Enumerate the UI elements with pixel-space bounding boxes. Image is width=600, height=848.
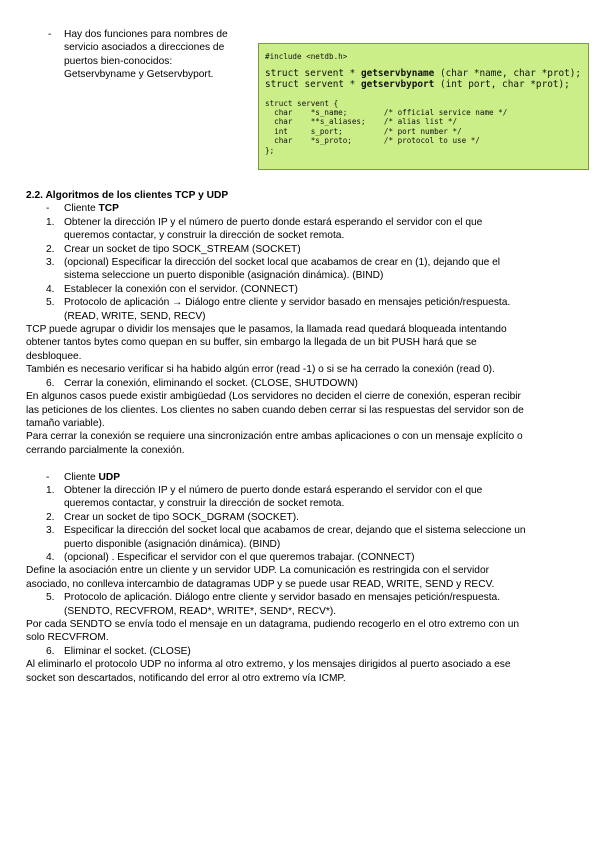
- intro-text: [64, 28, 254, 82]
- code-text: struct servent *: [265, 78, 361, 90]
- tcp-client-label: [26, 202, 576, 215]
- step-number: 6.: [46, 645, 55, 657]
- code-field: char *s_proto; /* protocol to use */: [265, 136, 480, 146]
- step-number: 5.: [46, 592, 55, 604]
- step-number: 4.: [46, 283, 55, 295]
- paragraph: socket son descartados, notificando del error al otro extremo vía ICMP.: [26, 672, 346, 684]
- code-field: int s_port; /* port number */: [265, 126, 462, 136]
- code-struct-close: };: [265, 145, 275, 155]
- udp-step-6: [26, 645, 576, 658]
- step-text: Protocolo de aplicación → Diálogo entre cliente y servidor basado en mensajes petición/respuesta.: [64, 297, 511, 309]
- section-heading: 2.2. Algoritmos de los clientes TCP y UDP: [26, 190, 229, 201]
- step-number: 4.: [46, 551, 55, 563]
- paragraph: Al eliminarlo el protocolo UDP no informa al otro extremo, y los mensajes dirigidos al puerto asociado a ese: [26, 659, 511, 671]
- step-text: (opcional) . Especificar el servidor con el que queremos trabajar. (CONNECT): [64, 551, 415, 563]
- intro-line: servicio asociados a direcciones de: [64, 42, 225, 54]
- label-text: Cliente: [64, 203, 99, 215]
- code-field: char *s_name; /* official service name */: [265, 107, 508, 117]
- code-function-name: getservbyport: [360, 78, 435, 90]
- list-item: [26, 511, 576, 524]
- step-text: Protocolo de aplicación. Diálogo entre cliente y servidor basado en mensajes petición/respuesta.: [64, 592, 501, 604]
- list-item: [26, 243, 576, 256]
- step-number: 3.: [46, 525, 55, 537]
- step-text: Cerrar la conexión, eliminando el socket. (CLOSE, SHUTDOWN): [64, 377, 358, 389]
- step-text: Establecer la conexión con el servidor. (CONNECT): [64, 283, 298, 295]
- label-protocol: UDP: [98, 471, 121, 483]
- paragraph: solo RECVFROM.: [26, 632, 109, 644]
- list-item: [26, 216, 576, 243]
- dash-marker: -: [46, 203, 50, 215]
- paragraph: obtener tantos bytes como quepan en su buffer, sin embargo la llegada de un bit PUSH hará que se: [26, 337, 477, 349]
- intro-line: puertos bien-conocidos:: [64, 55, 173, 67]
- step-text: Obtener la dirección IP y el número de puerto donde estará esperando el servidor con el que: [64, 484, 483, 496]
- step-text: queremos contactar, y construir la dirección de socket remota.: [64, 230, 345, 242]
- udp-step-5: [26, 591, 576, 618]
- code-text: struct servent *: [265, 68, 361, 80]
- code-getservbyport: [265, 80, 582, 91]
- udp-client-label: [26, 471, 576, 484]
- step-text: puerto disponible (asignación dinámica). (BIND): [64, 538, 281, 550]
- paragraph: En algunos casos puede existir ambigüedad (Los servidores no deciden el cierre de conexión, esperan recibir: [26, 391, 521, 403]
- step-text: Crear un socket de tipo SOCK_DGRAM (SOCKET).: [64, 511, 299, 523]
- tcp-step-6: [26, 377, 576, 390]
- code-function-name: getservbyname: [360, 68, 435, 80]
- step-text: Eliminar el socket. (CLOSE): [64, 645, 191, 657]
- step-number: 3.: [46, 257, 55, 269]
- paragraph: las peticiones de los clientes. Los clientes no saben cuando deben cerrar si las respuestas del servidor son de: [26, 404, 524, 416]
- code-text: (char *name, char *prot);: [434, 68, 582, 80]
- list-item: [26, 283, 576, 296]
- code-text: (int port, char *prot);: [434, 78, 570, 90]
- section-body: [26, 189, 576, 685]
- intro-bullet: -: [48, 29, 52, 40]
- dash-marker: -: [46, 471, 50, 483]
- step-text: Crear un socket de tipo SOCK_STREAM (SOCKET): [64, 243, 301, 255]
- step-number: 2.: [46, 243, 55, 255]
- code-struct-open: struct servent {: [265, 98, 339, 108]
- paragraph: tamaño variable).: [26, 417, 105, 429]
- code-box: [258, 43, 589, 170]
- step-text: (READ, WRITE, SEND, RECV): [64, 310, 206, 322]
- paragraph: Para cerrar la conexión se requiere una sincronización entre ambas aplicaciones o con un mensaje explícito o: [26, 431, 523, 443]
- paragraph: asociado, no conlleva intercambio de datagramas UDP y se puede usar READ, WRITE, SEND y RECV.: [26, 578, 495, 590]
- paragraph: También es necesario verificar si ha habido algún error (read -1) o si se ha cerrado la conexión (read 0).: [26, 364, 495, 376]
- intro-line: Getservbyname y Getservbyport.: [64, 69, 214, 81]
- paragraph: desbloquee.: [26, 350, 82, 362]
- list-item: [26, 484, 576, 511]
- list-item: [26, 524, 576, 551]
- tcp-steps-list: [26, 216, 576, 323]
- step-text: queremos contactar, y construir la dirección de socket remota.: [64, 498, 345, 510]
- paragraph: cerrando parcialmente la conexión.: [26, 444, 185, 456]
- list-item: [26, 296, 576, 323]
- step-text: Obtener la dirección IP y el número de puerto donde estará esperando el servidor con el que: [64, 216, 483, 228]
- step-text: (SENDTO, RECVFROM, READ*, WRITE*, SEND*, RECV*).: [64, 605, 337, 617]
- paragraph: Por cada SENDTO se envía todo el mensaje en un datagrama, pudiendo recogerlo en el otro extremo con un: [26, 618, 520, 630]
- step-number: 6.: [46, 377, 55, 389]
- label-protocol: TCP: [98, 203, 119, 215]
- code-field: char **s_aliases; /* alias list */: [265, 117, 458, 127]
- step-number: 2.: [46, 511, 55, 523]
- step-text: sistema seleccione un puerto disponible (asignación dinámica). (BIND): [64, 270, 384, 282]
- udp-steps-list: [26, 484, 576, 564]
- paragraph: TCP puede agrupar o dividir los mensajes que le pasamos, la llamada read quedará bloqueada intentando: [26, 324, 507, 336]
- step-number: 5.: [46, 297, 55, 309]
- step-text: (opcional) Especificar la dirección del socket local que acabamos de crear en (1), dejando que el: [64, 257, 501, 269]
- list-item: [26, 256, 576, 283]
- list-item: [26, 551, 576, 564]
- step-text: Especificar la dirección del socket local que acabamos de crear, dejando que el sistema seleccione un: [64, 525, 526, 537]
- code-include: #include <netdb.h>: [265, 52, 348, 61]
- paragraph: Define la asociación entre un cliente y un servidor UDP. La comunicación es restringida con el servidor: [26, 565, 490, 577]
- intro-line: Hay dos funciones para nombres de: [64, 29, 228, 40]
- step-number: 1.: [46, 484, 55, 496]
- label-text: Cliente: [64, 471, 99, 483]
- step-number: 1.: [46, 216, 55, 228]
